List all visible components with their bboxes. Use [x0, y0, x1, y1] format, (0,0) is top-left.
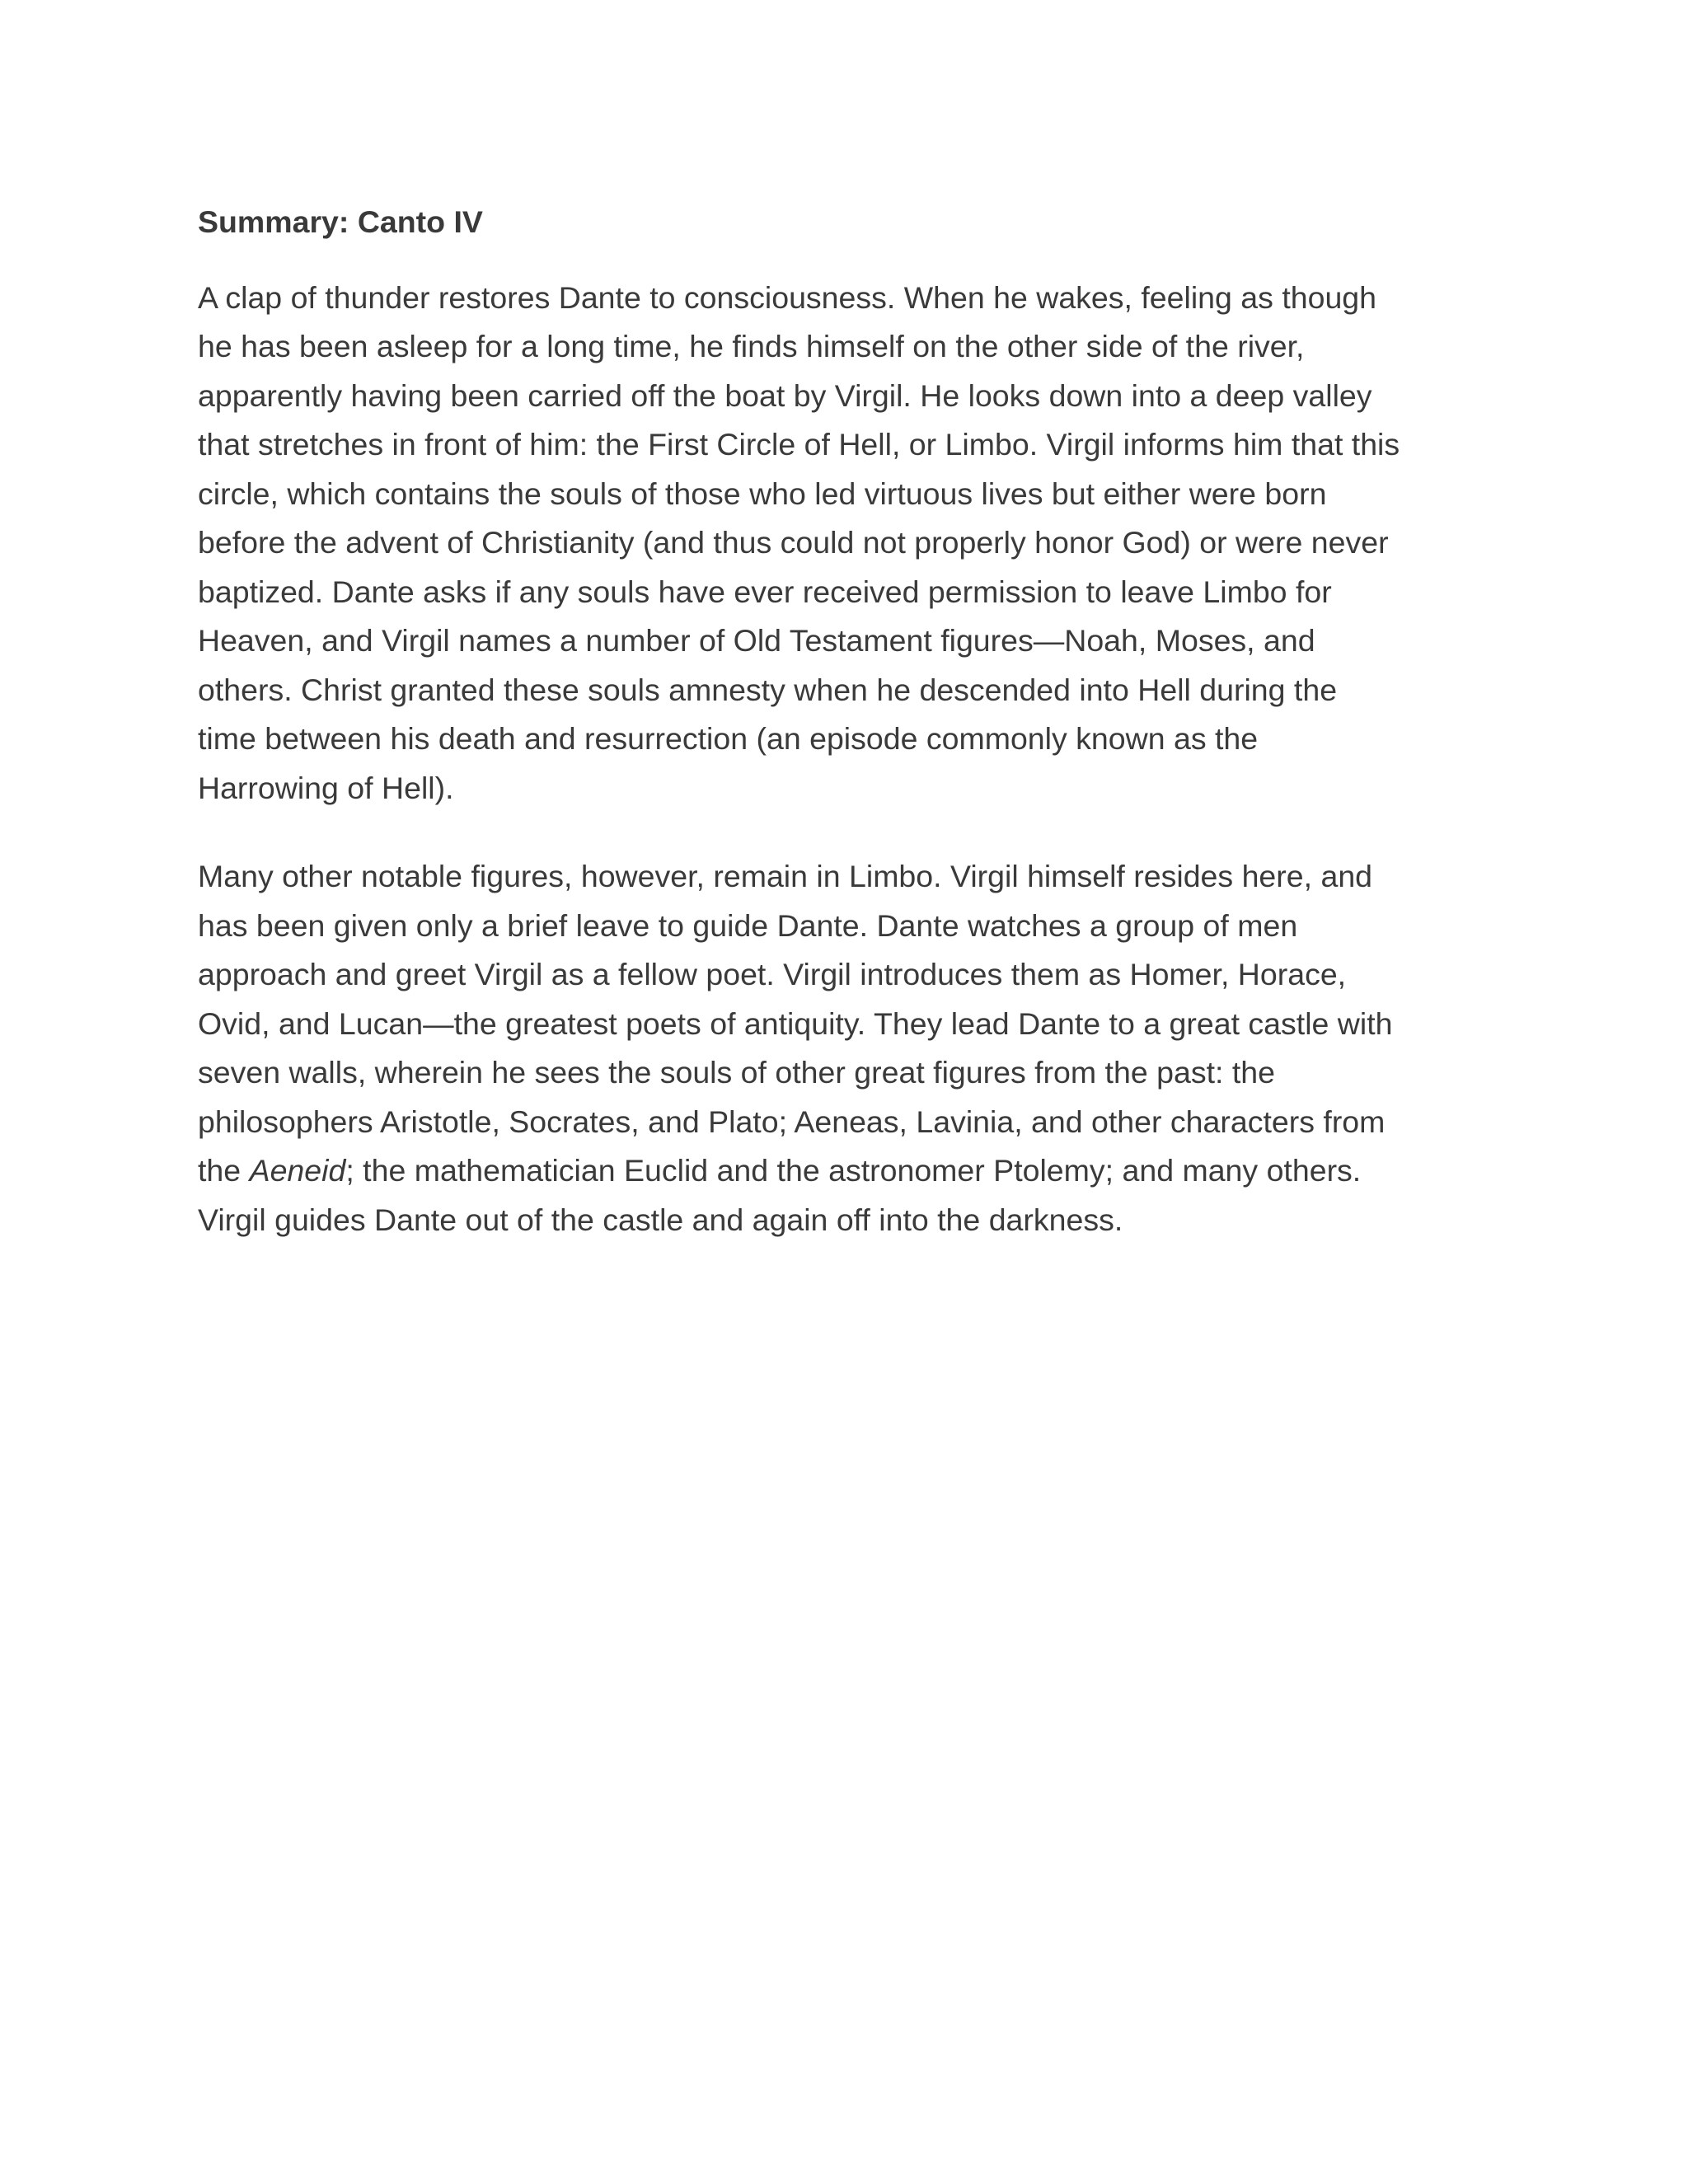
section-heading: Summary: Canto IV [198, 204, 483, 239]
paragraph-1 [198, 274, 1484, 813]
paragraph-line [198, 1146, 1484, 1196]
document-page [198, 198, 1484, 1244]
paragraph-line: Harrowing of Hell). [198, 770, 454, 805]
paragraph-line: apparently having been carried off the boat by Virgil. He looks down into a deep valley [198, 377, 1372, 413]
paragraph-line: that stretches in front of him: the First Circle of Hell, or Limbo. Virgil informs him that this [198, 427, 1400, 462]
paragraph-line: seven walls, wherein he sees the souls of other great figures from the past: the [198, 1055, 1275, 1090]
paragraph-line: Many other notable figures, however, remain in Limbo. Virgil himself resides here, and [198, 859, 1373, 893]
paragraph-line: circle, which contains the souls of those who led virtuous lives but either were born [198, 476, 1327, 511]
paragraph-line: approach and greet Virgil as a fellow poet. Virgil introduces them as Homer, Horace, [198, 957, 1347, 991]
book-title-aeneid: Aeneid [249, 1153, 346, 1188]
paragraph-2 [198, 852, 1484, 1244]
paragraph-line: Virgil guides Dante out of the castle and again off into the darkness. [198, 1202, 1123, 1237]
paragraph-line: A clap of thunder restores Dante to consciousness. When he wakes, feeling as though [198, 279, 1377, 315]
paragraph-line: he has been asleep for a long time, he finds himself on the other side of the river, [198, 329, 1305, 363]
text-run: the [198, 1153, 250, 1188]
paragraph-line: baptized. Dante asks if any souls have ever received permission to leave Limbo for [198, 574, 1332, 609]
paragraph-line: time between his death and resurrection (an episode commonly known as the [198, 721, 1259, 756]
paragraph-line: Heaven, and Virgil names a number of Old Testament figures—Noah, Moses, and [198, 623, 1315, 658]
text-run: ; the mathematician Euclid and the astronomer Ptolemy; and many others. [345, 1153, 1362, 1188]
paragraph-line: has been given only a brief leave to guide Dante. Dante watches a group of men [198, 907, 1298, 943]
paragraph-line: philosophers Aristotle, Socrates, and Plato; Aeneas, Lavinia, and other characters from [198, 1104, 1386, 1139]
paragraph-line: before the advent of Christianity (and thus could not properly honor God) or were never [198, 525, 1389, 560]
paragraph-line: Ovid, and Lucan—the greatest poets of antiquity. They lead Dante to a great castle with [198, 1005, 1393, 1041]
paragraph-line: others. Christ granted these souls amnesty when he descended into Hell during the [198, 672, 1338, 707]
